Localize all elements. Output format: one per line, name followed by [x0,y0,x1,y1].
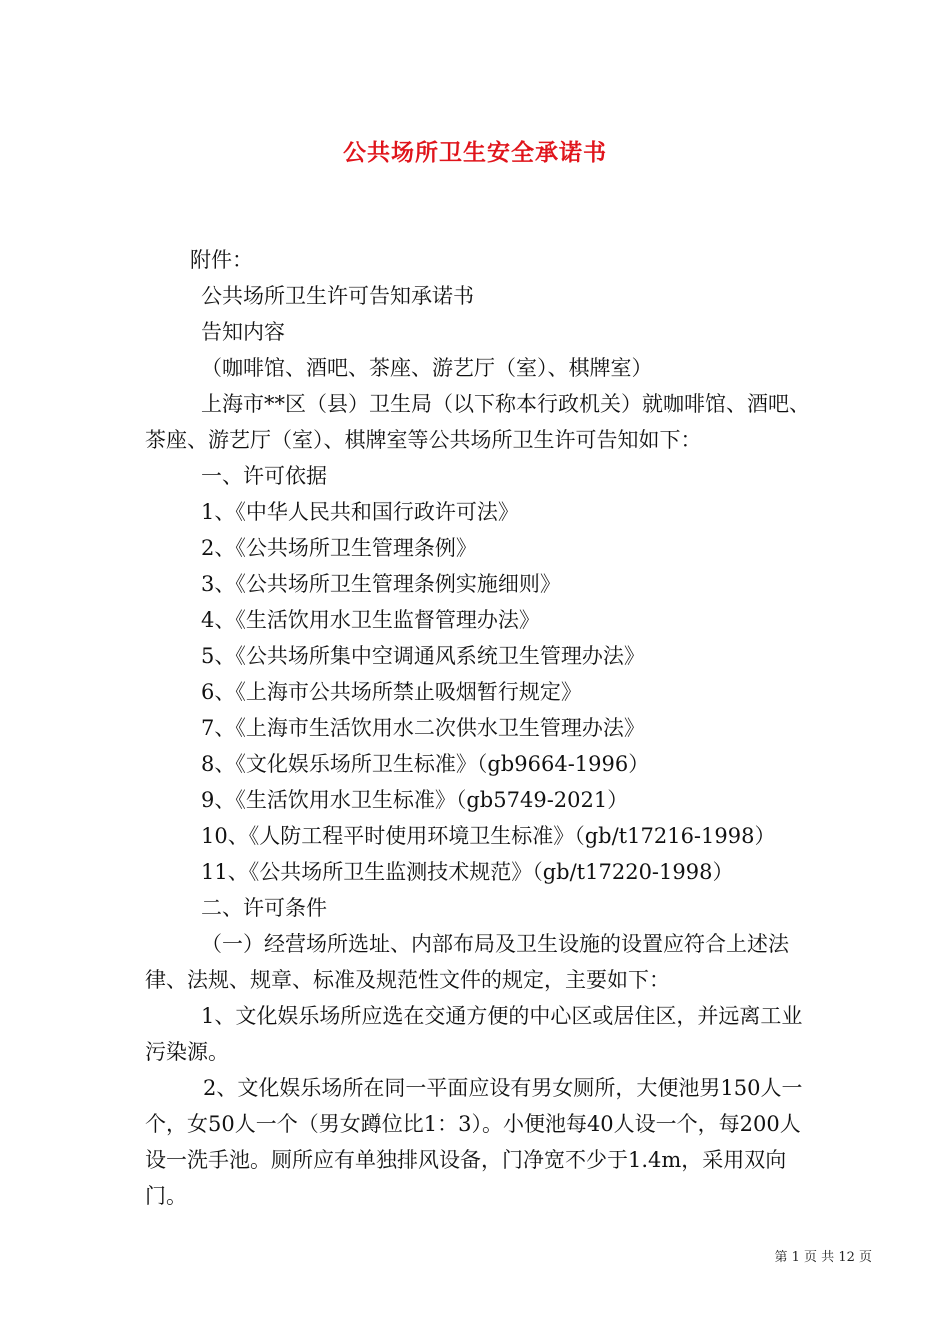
subtitle: 公共场所卫生许可告知承诺书 [201,284,474,308]
condition-item: 1、文化娱乐场所应选在交通方便的中心区或居住区，并远离工业污染源。 [145,1004,803,1064]
basis-item: 5、《公共场所集中空调通风系统卫生管理办法》 [201,644,645,668]
document-body [145,242,810,1214]
basis-item: 11、《公共场所卫生监测技术规范》（gb/t17220-1998） [201,860,734,884]
document-title: 公共场所卫生安全承诺书 [343,139,607,166]
scope-line: （咖啡馆、酒吧、茶座、游艺厅（室）、棋牌室） [201,356,653,380]
basis-item: 10、《人防工程平时使用环境卫生标准》（gb/t17216-1998） [201,824,776,848]
basis-item: 7、《上海市生活饮用水二次供水卫生管理办法》 [201,716,645,740]
section-heading-basis: 一、许可依据 [201,464,327,488]
basis-item: 8、《文化娱乐场所卫生标准》（gb9664-1996） [201,752,650,776]
intro-paragraph: 上海市**区（县）卫生局（以下称本行政机关）就咖啡馆、酒吧、茶座、游艺厅（室）、棋牌室等公共场所卫生许可告知如下： [145,392,810,452]
condition-paragraph: （一）经营场所选址、内部布局及卫生设施的设置应符合上述法律、法规、规章、标准及规范性文件的规定，主要如下： [145,932,789,992]
section-heading-conditions: 二、许可条件 [201,896,327,920]
basis-item: 1、《中华人民共和国行政许可法》 [201,500,519,524]
basis-item: 4、《生活饮用水卫生监督管理办法》 [201,608,540,632]
condition-item: 2、文化娱乐场所在同一平面应设有男女厕所，大便池男150人一个，女50人一个（男女蹲位比1：3）。小便池每40人设一个，每200人设一洗手池。厕所应有单独排风设备，门净宽不少于1.4m，采用双向门。 [145,1076,803,1208]
notice-heading: 告知内容 [201,320,285,344]
basis-item: 2、《公共场所卫生管理条例》 [201,536,477,560]
page-number: 第 1 页 共 12 页 [774,1250,872,1265]
basis-item: 6、《上海市公共场所禁止吸烟暂行规定》 [201,680,582,704]
attachment-label: 附件： [190,248,253,272]
basis-item: 3、《公共场所卫生管理条例实施细则》 [201,572,561,596]
basis-item: 9、《生活饮用水卫生标准》（gb5749-2021） [201,788,629,812]
